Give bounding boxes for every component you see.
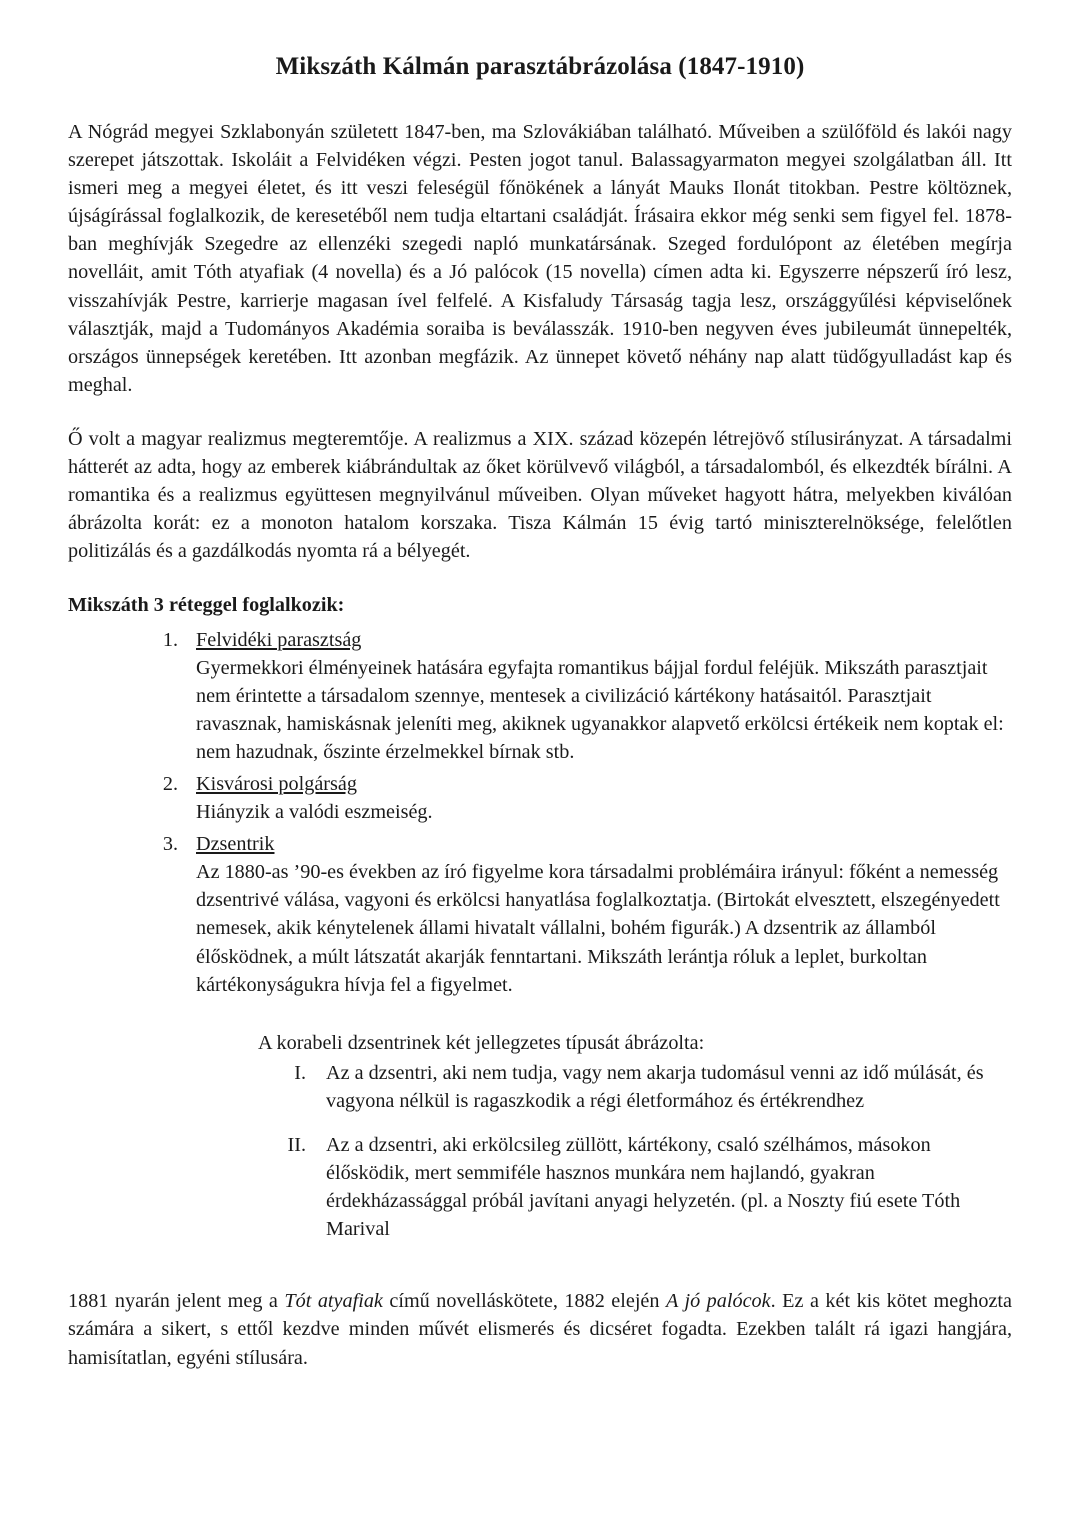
list-item-body: Az a dzsentri, aki nem tudja, vagy nem akarja tudomásul venni az idő múlását, és vagyona nélkül is ragaszkodik a régi életformához és értékrendhez xyxy=(326,1061,984,1112)
paragraph-biography: A Nógrád megyei Szklabonyán született 1847-ben, ma Szlovákiában található. Műveiben a szülőföld és lakói nagy szerepet játszottak. Iskoláit a Felvidéken végzi. Pesten jogot tanul. Balassagyarmaton megyei szolgálatban áll. Itt ismeri meg a megyei életet, és itt veszi feleségül főnökének a lányát Mauks Ilonát titokban. Pestre költöznek, újságírással foglalkozik, de keresetéből nem tudja eltartani családját. Írásaira ekkor még senki sem figyel fel. 1878-ban meghívják Szegedre az ellenzéki szegedi napló munkatársának. Szeged fordulópont az életében megírja novelláit, amit Tóth atyafiak (4 novella) és a Jó palócok (15 novella) címen adta ki. Egyszerre népszerű író lesz, visszahívják Pestre, karrierje magasan ível felfelé. A Kisfaludy Társaság tagja lesz, országgyűlési képviselőnek választják, majd a Tudományos Akadémia soraiba is beválasszák. 1910-ben negyven éves jubileumát ünnepelték, országos ünnepségek keretében. Itt azonban megfázik. Az ünnepet követő néhány nap alatt tüdőgyulladást kap és meghal. xyxy=(68,121,1012,396)
work-title-tot-atyafiak: Tót atyafiak xyxy=(284,1290,383,1313)
list-item-body: Az 1880-as ’90-es években az író figyelme kora társadalmi problémáira irányul: főként a nemesség dzsentrivé válása, vagyoni és erkölcsi hanyatlása foglalkoztatja. (Birtokát elvesztett, elszegényedett nemesek, akik kénytelenek állami hivatalt vállalni, bohém figurák.) A dzsentrik az államból élősködnek, a múlt látszatát akarják fenntartani. Mikszáth lerántja róluk a leplet, burkoltan kártékonyságukra hívja fel a figyelmet. xyxy=(196,861,1000,996)
section-heading-layers: Mikszáth 3 réteggel foglalkozik: xyxy=(68,594,345,617)
closing-text-tail: . Ez a két kis kötet meghozta számára a sikert, s ettől kezdve minden művét elismerés és dicséret fogadta. Ezekben talált rá igazi hangjára, hamisítatlan, egyéni stílusára. xyxy=(68,1290,1012,1369)
document-title: Mikszáth Kálmán parasztábrázolása (1847-1910) xyxy=(275,53,805,80)
list-item-body: Az a dzsentri, aki erkölcsileg züllött, kártékony, csaló szélhámos, másokon élősködik, mert semmiféle hasznos munkára nem hajlandó, gyakran érdekházassággal próbál javítani anyagi helyzetén. (pl. a Noszty fiú esete Tóth Marival xyxy=(326,1134,961,1241)
list-marker: I. xyxy=(294,1061,306,1084)
dzsentri-types-list xyxy=(258,1059,1012,1244)
dzsentri-types-intro: A korabeli dzsentrinek két jellegzetes típusát ábrázolta: xyxy=(258,1031,705,1054)
layers-list xyxy=(68,626,1012,1244)
list-item-heading: Felvidéki parasztság xyxy=(196,628,362,651)
closing-text-middle: című novelláskötete, 1882 elején xyxy=(382,1290,666,1313)
list-marker: 3. xyxy=(162,833,178,856)
list-item xyxy=(258,1131,1012,1243)
list-item-heading: Kisvárosi polgárság xyxy=(196,772,357,795)
list-item-body: Gyermekkori élményeinek hatására egyfajta romantikus bájjal fordul feléjük. Mikszáth parasztjait nem érintette a társadalom szennye, mentesek a civilizáció kártékony hatásaitól. Parasztjait ravasznak, hamiskásnak jeleníti meg, akiknek ugyanakkor alapvető erkölcsi értékeik nem koptak el: nem hazudnak, őszinte érzelmekkel bírnak stb. xyxy=(196,656,1004,763)
closing-text-lead: 1881 nyarán jelent meg a xyxy=(68,1290,285,1313)
list-item xyxy=(68,770,1012,826)
list-marker: 2. xyxy=(162,772,178,795)
list-marker: 1. xyxy=(162,628,178,651)
paragraph-closing xyxy=(68,1287,1012,1371)
list-item xyxy=(258,1059,1012,1115)
list-item xyxy=(68,626,1012,766)
list-item-heading: Dzsentrik xyxy=(196,833,275,856)
work-title-a-jo-palocok: A jó palócok xyxy=(666,1290,771,1313)
list-marker: II. xyxy=(287,1134,306,1156)
list-item-body: Hiányzik a valódi eszmeiség. xyxy=(196,801,433,824)
dzsentri-types-block xyxy=(196,1029,1012,1244)
paragraph-realism: Ő volt a magyar realizmus megteremtője. A realizmus a XIX. század közepén létrejövő stílusirányzat. A társadalmi hátterét az adta, hogy az emberek kiábrándultak az őket körülvevő világból, a társadalomból, és elkezdték bírálni. A romantika és a realizmus együttesen megnyilvánul műveiben. Olyan műveket hagyott hátra, melyekben kiválóan ábrázolta korát: ez a monoton hatalom korszaka. Tisza Kálmán 15 évig tartó miniszterelnöksége, felelőtlen politizálás és a gazdálkodás nyomta rá a bélyegét. xyxy=(68,427,1012,563)
list-item xyxy=(68,830,1012,1243)
